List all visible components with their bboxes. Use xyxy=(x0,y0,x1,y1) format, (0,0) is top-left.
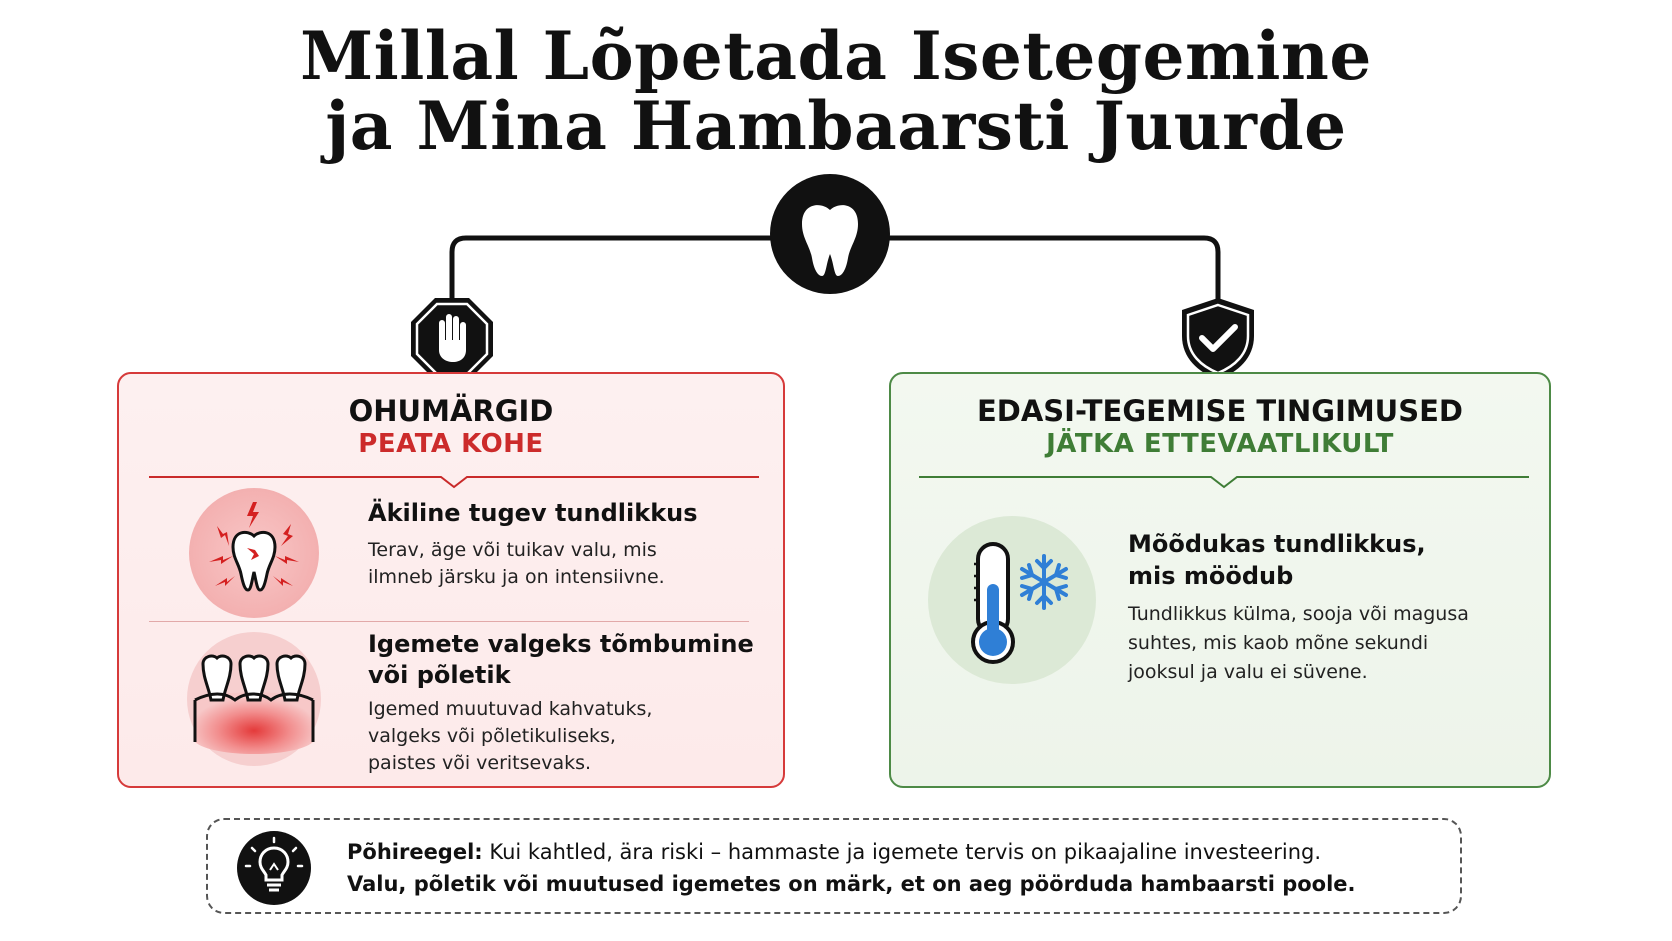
warning-heading: OHUMÄRGID xyxy=(348,394,554,428)
item-desc-line: Igemed muutuvad kahvatuks, xyxy=(368,698,653,720)
main-rule-box xyxy=(206,818,1462,914)
safe-divider xyxy=(919,475,1529,489)
item-desc-line: suhtes, mis kaob mõne sekundi xyxy=(1128,632,1429,654)
inflamed-gums-icon xyxy=(185,630,323,768)
item-desc-line: valgeks või põletikuliseks, xyxy=(368,725,616,747)
page-title-line2: ja Mina Hambaarsti Juurde xyxy=(325,87,1347,165)
item-title-gum-whitening: Igemete valgeks tõmbumine xyxy=(368,630,754,658)
safe-panel xyxy=(889,372,1551,788)
item-title-moderate-sensitivity-cont: mis möödub xyxy=(1128,562,1294,590)
item-separator xyxy=(149,621,749,622)
rule-text: Kui kahtled, ära riski – hammaste ja igemete tervis on pikaajaline investeering. xyxy=(482,840,1322,864)
rule-line-1 xyxy=(347,838,1321,866)
safe-heading: EDASI-TEGEMISE TINGIMUSED xyxy=(976,394,1464,428)
shield-check-icon xyxy=(1178,296,1258,382)
tooth-pain-icon xyxy=(187,486,321,620)
item-title-gum-whitening-cont: või põletik xyxy=(368,661,511,689)
item-title-sudden-sensitivity: Äkiline tugev tundlikkus xyxy=(368,499,698,527)
item-title-moderate-sensitivity: Mõõdukas tundlikkus, xyxy=(1128,530,1426,558)
item-desc-line: jooksul ja valu ei süvene. xyxy=(1128,661,1368,683)
item-desc-line: paistes või veritsevaks. xyxy=(368,752,592,774)
safe-subheading: JÄTKA ETTEVAATLIKULT xyxy=(1046,429,1394,459)
rule-line-2: Valu, põletik või muutused igemetes on märk, et on aeg pöörduda hambaarsti poole. xyxy=(347,872,1356,896)
thermometer-snowflake-icon xyxy=(926,514,1098,686)
item-desc-line: ilmneb järsku ja on intensiivne. xyxy=(368,566,665,588)
page-title-line1: Millal Lõpetada Isetegemine xyxy=(300,17,1372,95)
tooth-icon xyxy=(768,172,892,296)
rule-label: Põhireegel: xyxy=(347,840,483,864)
warning-subheading: PEATA KOHE xyxy=(358,429,544,459)
warning-panel xyxy=(117,372,785,788)
item-desc-line: Tundlikkus külma, sooja või magusa xyxy=(1128,603,1469,625)
item-desc-line: Terav, äge või tuikav valu, mis xyxy=(368,539,657,561)
stop-hand-icon xyxy=(409,296,495,382)
lightbulb-icon xyxy=(236,830,312,906)
